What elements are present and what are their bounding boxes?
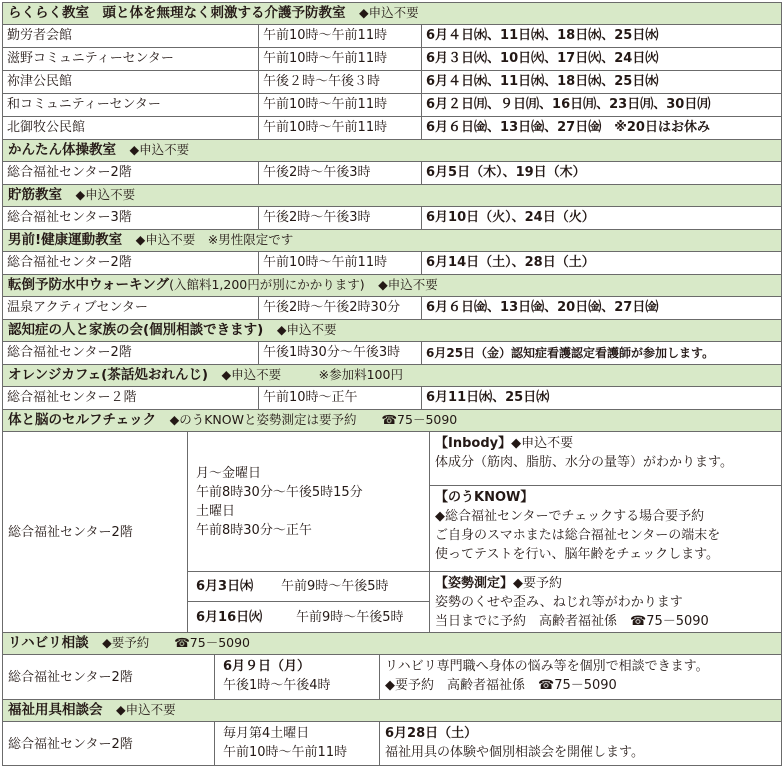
section-header-kantan xyxy=(3,140,781,162)
dates-cell: 6月２日㈪、９日㈪、16日㈪、23日㈪、30日㈪ xyxy=(426,97,711,112)
table-row xyxy=(3,162,781,185)
section-title: リハビリ相談 xyxy=(8,635,89,651)
inbody-description: 体成分（筋肉、脂肪、水分の量等）がわかります。 xyxy=(435,455,733,470)
section-header-rakuraku xyxy=(3,3,781,25)
section-title: 貯筋教室 xyxy=(8,187,62,203)
dates-cell: 6月10日（火）、24日（火） xyxy=(426,210,595,225)
place-cell: 祢津公民館 xyxy=(3,71,259,93)
section-title: 福祉用具相談会 xyxy=(8,702,103,718)
reha-place-cell xyxy=(3,655,215,700)
reha-time: 午後1時～午後4時 xyxy=(223,678,331,693)
section-note: ◆申込不要 xyxy=(75,187,136,202)
reha-date-cell xyxy=(215,655,380,700)
section-note: ◆申込不要 ※男性限定です xyxy=(135,232,294,247)
hours-line: 午前8時30分～正午 xyxy=(196,522,312,538)
section-note: ◆のうKNOWと姿勢測定は要予約 ☎75－5090 xyxy=(169,412,458,427)
place-cell: 総合福祉センター2階 xyxy=(3,162,259,184)
yougu-description: 福祉用具の体験や個別相談会を開催します。 xyxy=(385,745,644,760)
section-note: ◆申込不要 xyxy=(116,702,176,717)
reha-date: 6月９日（月） xyxy=(223,659,311,674)
section-note: ◆申込不要 xyxy=(129,142,190,157)
dates-cell: 6月６日㈮、13日㈮、27日㈮ ※20日はお休み xyxy=(426,120,710,135)
time-cell: 午前10時～午前11時 xyxy=(259,25,422,47)
selfcheck-place-cell xyxy=(3,432,188,633)
table-row xyxy=(3,71,781,94)
section-note: ◆申込不要 ※参加料100円 xyxy=(221,367,403,382)
section-title: らくらく教室 頭と体を無理なく刺激する介護予防教室 xyxy=(8,5,346,21)
yougu-desc-cell xyxy=(380,722,781,766)
reha-desc-line: リハビリ専門職へ身体の悩み等を個別で相談できます。 xyxy=(385,659,709,674)
hours-line: 午前8時30分～午後5時15分 xyxy=(196,484,363,500)
yougu-date: 6月28日（土） xyxy=(385,726,478,741)
dates-cell: 6月４日㈬、11日㈬、18日㈬、25日㈬ xyxy=(426,74,659,89)
posture-time: 午前9時～午後5時 xyxy=(296,609,404,625)
dates-cell: 6月25日（金）認知症看護認定看護師が参加します。 xyxy=(426,346,715,360)
nouknow-line: ご自身のスマホまたは総合福祉センターの端末を xyxy=(435,528,721,543)
dates-cell: 6月３日㈫、10日㈫、17日㈫、24日㈫ xyxy=(426,51,659,66)
posture-date-cell xyxy=(188,572,430,602)
section-note: ◆申込不要 xyxy=(359,5,419,20)
section-header-orange xyxy=(3,365,781,387)
inbody-note: ◆申込不要 xyxy=(511,436,574,451)
posture-line: 姿勢のくせや歪み、ねじれ等がわかります xyxy=(435,595,683,610)
hours-line: 土曜日 xyxy=(196,503,236,519)
time-cell: 午前10時～正午 xyxy=(259,387,422,409)
section-header-chokin xyxy=(3,185,781,207)
selfcheck-hours-cell xyxy=(188,432,430,572)
section-title: 体と脳のセルフチェック xyxy=(8,412,157,428)
table-row xyxy=(3,94,781,117)
table-row xyxy=(3,297,781,320)
posture-time: 午前9時～午後5時 xyxy=(281,579,389,594)
time-cell: 午後1時30分～午後3時 xyxy=(259,342,422,364)
place-cell: 北御牧公民館 xyxy=(3,117,259,139)
section-note: ◆申込不要 xyxy=(276,322,337,337)
yougu-when-line: 毎月第4土曜日 xyxy=(223,726,310,741)
section-header-ninchi xyxy=(3,320,781,342)
section-header-selfcheck xyxy=(3,410,781,432)
place-cell: 和コミュニティーセンター xyxy=(3,94,259,116)
posture-heading: 【姿勢測定】 xyxy=(435,576,514,591)
place-cell: 総合福祉センター2階 xyxy=(3,342,259,364)
table-row xyxy=(3,48,781,71)
section-title: かんたん体操教室 xyxy=(8,142,116,158)
table-row xyxy=(3,387,781,410)
posture-cell xyxy=(430,572,781,633)
nouknow-line: 使ってテストを行い、脳年齢をチェックします。 xyxy=(435,547,720,562)
place-text: 総合福祉センター2階 xyxy=(8,524,133,540)
table-row xyxy=(3,117,781,140)
section-header-tentou xyxy=(3,275,781,297)
place-cell: 総合福祉センター２階 xyxy=(3,387,259,409)
section-title: 転倒予防水中ウォーキング xyxy=(8,277,170,293)
time-cell: 午後２時～午後３時 xyxy=(259,71,422,93)
section-note: ◆要予約 ☎75－5090 xyxy=(102,635,251,650)
time-cell: 午前10時～午前11時 xyxy=(259,94,422,116)
nouknow-heading: 【のうKNOW】 xyxy=(435,490,534,505)
dates-cell: 6月5日（木）、19日（木） xyxy=(426,165,586,180)
posture-date-cell xyxy=(188,602,430,633)
posture-line: 当日までに予約 高齢者福祉係 ☎75－5090 xyxy=(435,614,709,629)
dates-cell: 6月11日㈬、25日㈬ xyxy=(426,390,550,405)
time-cell: 午前10時～午前11時 xyxy=(259,252,422,274)
yougu-when-line: 午前10時～午前11時 xyxy=(223,745,348,760)
section-title: 認知症の人と家族の会(個別相談できます) xyxy=(8,322,264,338)
place-cell: 勤労者会館 xyxy=(3,25,259,47)
dates-cell: 6月４日㈬、11日㈬、18日㈬、25日㈬ xyxy=(426,28,659,43)
posture-date: 6月3日㈭ xyxy=(196,579,254,594)
table-row xyxy=(3,207,781,230)
time-cell: 午前10時～午前11時 xyxy=(259,117,422,139)
table-row xyxy=(3,25,781,48)
reha-desc-cell xyxy=(380,655,781,700)
section-header-otoko xyxy=(3,230,781,252)
inbody-heading: 【Inbody】 xyxy=(435,436,512,451)
posture-note: ◆要予約 xyxy=(513,576,563,591)
place-text: 総合福祉センター2階 xyxy=(8,669,133,685)
time-cell: 午後2時～午後2時30分 xyxy=(259,297,422,319)
table-row xyxy=(3,252,781,275)
reha-desc-line: ◆要予約 高齢者福祉係 ☎75－5090 xyxy=(385,678,617,693)
place-text: 総合福祉センター2階 xyxy=(8,736,133,752)
time-cell: 午前10時～午前11時 xyxy=(259,48,422,70)
section-header-reha xyxy=(3,633,781,655)
nouknow-line: ◆総合福祉センターでチェックする場合要予約 xyxy=(435,509,705,524)
event-schedule-table xyxy=(2,2,782,766)
place-cell: 温泉アクティブセンター xyxy=(3,297,259,319)
time-cell: 午後2時～午後3時 xyxy=(259,162,422,184)
section-subtitle: (入館料1,200円が別にかかります) xyxy=(169,277,365,292)
section-title: オレンジカフェ(茶話処おれんじ) xyxy=(8,367,208,383)
inbody-cell xyxy=(430,432,781,486)
place-cell: 総合福祉センター3階 xyxy=(3,207,259,229)
place-cell: 総合福祉センター2階 xyxy=(3,252,259,274)
section-header-yougu xyxy=(3,700,781,722)
nouknow-cell xyxy=(430,486,781,572)
section-note: ◆申込不要 xyxy=(378,277,438,292)
hours-line: 月～金曜日 xyxy=(196,465,262,481)
time-cell: 午後2時～午後3時 xyxy=(259,207,422,229)
dates-cell: 6月６日㈮、13日㈮、20日㈮、27日㈮ xyxy=(426,300,659,315)
place-cell: 滋野コミュニティーセンター xyxy=(3,48,259,70)
table-row xyxy=(3,342,781,365)
section-title: 男前!健康運動教室 xyxy=(8,232,123,248)
posture-date: 6月16日㈫ xyxy=(196,609,263,625)
dates-cell: 6月14日（土）、28日（土） xyxy=(426,255,595,270)
yougu-when-cell xyxy=(215,722,380,766)
yougu-place-cell xyxy=(3,722,215,766)
